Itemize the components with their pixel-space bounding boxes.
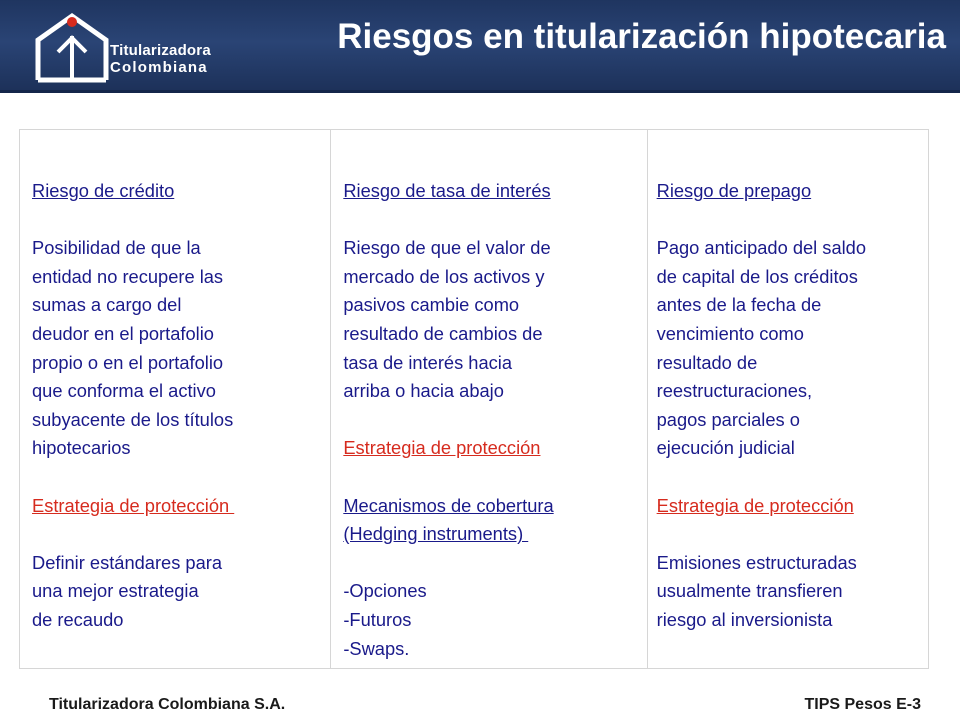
interest-risk-heading: Riesgo de tasa de interés [343,180,551,201]
hedging-mechanism-label: Mecanismos de cobertura [343,494,554,516]
prepayment-desc-line: vencimiento como [656,322,804,344]
interest-desc-line: Riesgo de que el valor de [343,237,551,259]
prepayment-strategy-line: usualmente transfieren [656,580,843,602]
prepayment-desc-line: ejecución judicial [656,437,795,459]
credit-risk-heading: Riesgo de crédito [32,180,175,201]
credit-strategy-line: una mejor estrategia [32,580,199,602]
hedging-mechanism-label: (Hedging instruments) [343,523,529,545]
credit-strategy-line: de recaudo [32,608,124,630]
footer-slide-id: TIPS Pesos E-3 [804,696,921,713]
prepayment-risk-heading: Riesgo de prepago [656,180,812,201]
prepayment-strategy-line: riesgo al inversionista [656,608,833,630]
interest-desc-line: tasa de interés hacia [343,351,513,373]
credit-strategy-line: Definir estándares para [32,551,223,573]
credit-desc-line: entidad no recupere las [32,265,224,287]
footer-company: Titularizadora Colombiana S.A. [49,696,286,713]
logo-wordmark [110,42,211,76]
interest-desc-line: mercado de los activos y [343,265,545,287]
prepayment-desc-line: de capital de los créditos [656,265,858,287]
prepayment-strategy-label: Estrategia de protección [656,494,854,516]
prepayment-desc-line: Pago anticipado del saldo [656,237,867,259]
credit-desc-line: deudor en el portafolio [32,322,214,344]
credit-strategy-label: Estrategia de protección [32,494,235,516]
credit-desc-line: que conforma el activo [32,380,216,402]
credit-desc-line: Posibilidad de que la [32,237,201,259]
interest-desc-line: resultado de cambios de [343,322,543,344]
credit-desc-line: subyacente de los títulos [32,408,234,430]
prepayment-desc-line: antes de la fecha de [656,294,822,316]
prepayment-desc-line: resultado de [656,351,758,373]
credit-desc-line: sumas a cargo del [32,294,182,316]
hedging-instrument-item: -Swaps. [343,637,410,659]
logo-line-2: Colombiana [110,59,208,76]
credit-desc-line: propio o en el portafolio [32,351,224,373]
prepayment-desc-line: pagos parciales o [656,408,800,430]
risk-table [19,129,929,669]
column-prepayment-risk [647,130,928,668]
column-interest-rate-risk [330,130,646,668]
header-banner [0,0,960,93]
logo-line-1: Titularizadora [110,42,211,59]
hedging-instrument-item: -Futuros [343,608,412,630]
page-title: Riesgos en titularización hipotecaria [337,17,946,56]
column-credit-risk [20,130,330,668]
prepayment-desc-line: reestructuraciones, [656,380,813,402]
interest-desc-line: arriba o hacia abajo [343,380,504,402]
hedging-instrument-item: -Opciones [343,580,427,602]
interest-strategy-label: Estrategia de protección [343,437,541,459]
prepayment-strategy-line: Emisiones estructuradas [656,551,857,573]
interest-desc-line: pasivos cambie como [343,294,520,316]
credit-desc-line: hipotecarios [32,437,131,459]
